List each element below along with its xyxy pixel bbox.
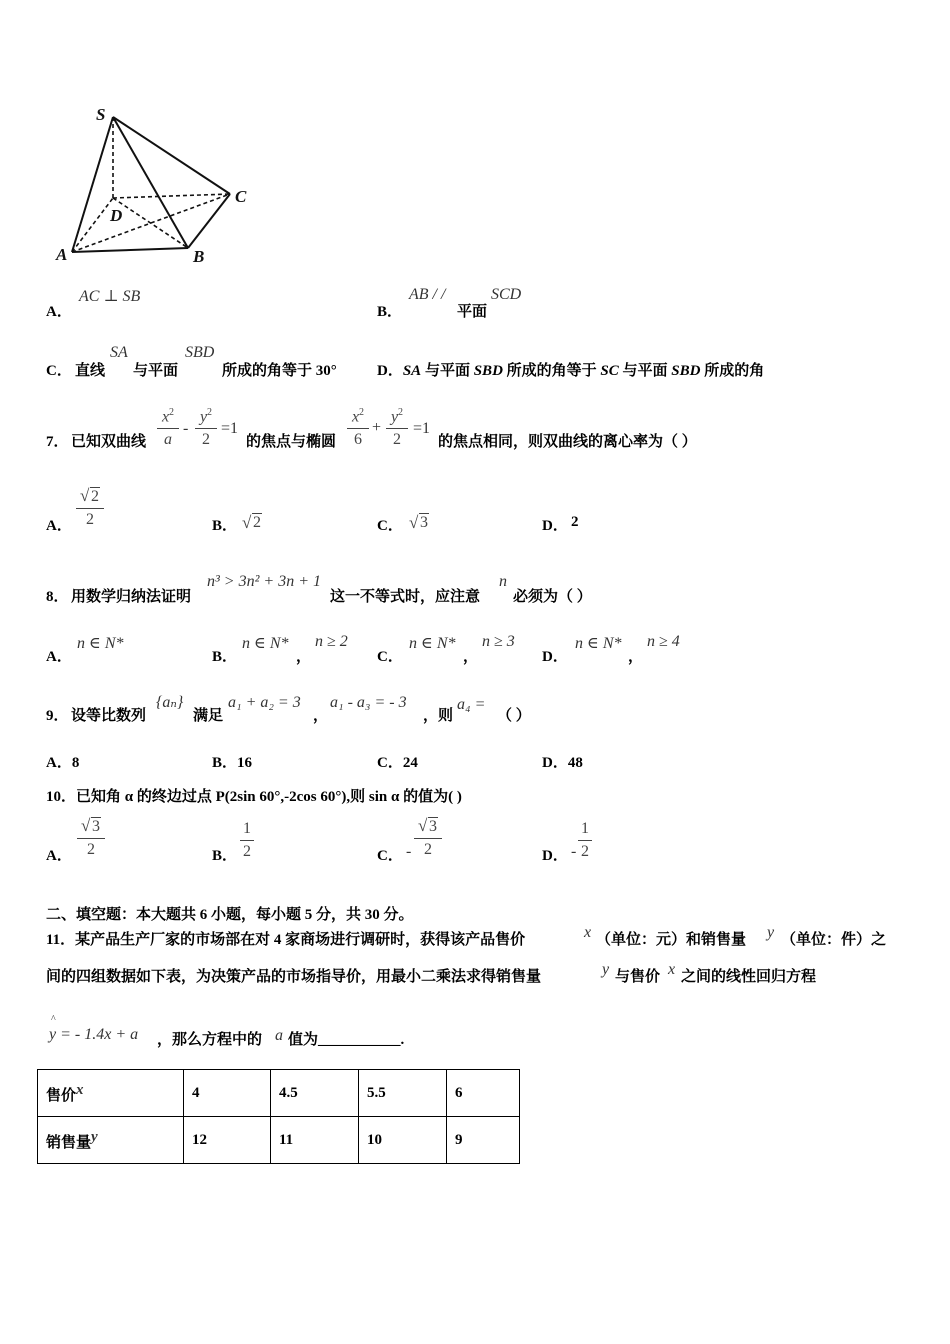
q7-ellipse-y-frac [386, 404, 408, 449]
q9-option-a-value: 8 [71, 755, 80, 771]
q9-a4: a₄ = [457, 696, 486, 713]
q7-ell-y-sq: 2 [398, 407, 404, 418]
q8-option-d-set: n ∈ N* [575, 635, 622, 652]
vertex-label-d: D [110, 206, 123, 225]
q7-option-c-rad: 3 [420, 514, 428, 531]
table-cell: 11 [271, 1117, 359, 1164]
q7-ell-plus: + [372, 419, 382, 436]
q10-option-d-num: 1 [581, 820, 589, 837]
q8-number: 8． [46, 589, 69, 605]
table-row [38, 1070, 520, 1117]
q8-option-c-cond: n ≥ 3 [482, 633, 515, 650]
vertex-label-a: A [56, 245, 68, 264]
q9-option-b-label: B． [212, 755, 238, 771]
q8-option-a-set: n ∈ N* [77, 635, 124, 652]
q8-option-d-label: D． [542, 649, 568, 665]
q6-option-c-text2: 与平面 [133, 363, 179, 379]
q9-option-c-label: C． [377, 755, 403, 771]
q8-option-c-set: n ∈ N* [409, 635, 456, 652]
q7-hyp-minus: - [183, 420, 189, 437]
table-cell: 4.5 [271, 1070, 359, 1117]
q10-option-d-den: 2 [581, 843, 589, 860]
q11-line2b: 与售价 [615, 969, 661, 985]
q10-option-d-sign: - [571, 843, 577, 860]
q10-option-a-frac [77, 818, 105, 859]
q8-option-d-comma: ， [628, 649, 644, 665]
q9-option-d-label: D． [542, 755, 568, 771]
q9-option-d [542, 751, 583, 772]
q10-option-a-den: 2 [87, 841, 95, 858]
q7-option-a-num: 2 [91, 488, 99, 505]
q6-option-d-e1: SA [402, 363, 422, 379]
q11-a-var: a [275, 1027, 283, 1044]
q10-option-c-den: 2 [424, 841, 432, 858]
q6-option-b-expr1: AB / / [409, 286, 446, 303]
q6-option-b-text: 平面 [457, 304, 488, 320]
q6-option-d-e2: SBD [473, 363, 503, 379]
table-row-header [38, 1070, 184, 1117]
q7-hyp-eq: =1 [221, 420, 239, 437]
q10-option-a-num: 3 [92, 818, 100, 835]
pyramid-figure [50, 100, 260, 270]
q7-text2: 的焦点与椭圆 [246, 434, 337, 450]
table-cell: 4 [184, 1070, 271, 1117]
q10-option-c-num: 3 [429, 818, 437, 835]
data-table [37, 1069, 520, 1164]
q11-line1a: 11．某产品生产厂家的市场部在对 4 家商场进行调研时，获得该产品售价 [46, 932, 526, 948]
q6-option-d-t1: 与平面 [424, 363, 470, 379]
q6-option-d-t4: 所成的角 [704, 363, 765, 379]
q6-option-c-expr1: SA [110, 344, 128, 361]
q6-option-b-expr2: SCD [491, 286, 522, 303]
q6-option-d-t2: 所成的角等于 [506, 363, 597, 379]
q10-option-c-frac [414, 818, 442, 859]
q8-option-c-comma: ， [463, 649, 479, 665]
table-row-label: 销售量 [46, 1134, 92, 1151]
q7-hyperbola-x-frac [157, 404, 179, 449]
q8-option-b-comma: ， [296, 649, 312, 665]
q9-option-c [377, 751, 418, 772]
table-row-var: y [91, 1128, 98, 1145]
q7-hyp-2: 2 [202, 431, 210, 449]
q7-option-d-label: D． [542, 518, 568, 534]
q7-text3: 的焦点相同，则双曲线的离心率为（ ） [438, 434, 697, 450]
vertex-label-s: S [96, 105, 106, 124]
q7-hyp-x-sq: 2 [169, 407, 175, 418]
q6-option-b-label: B． [377, 304, 403, 320]
q10-option-d-frac [578, 820, 592, 861]
q6-option-d-label: D． [377, 363, 403, 379]
q6-option-d-t3: 与平面 [622, 363, 668, 379]
vertex-label-b: B [193, 247, 205, 266]
q8-text3: 必须为（ ） [513, 589, 592, 605]
q6-option-c-label: C． [46, 363, 72, 379]
q10-option-d-label: D． [542, 848, 568, 864]
q7-number: 7． [46, 434, 69, 450]
q10-option-c-label: C． [377, 848, 403, 864]
q7-option-b-rad: 2 [253, 514, 261, 531]
q8-option-a-label: A． [46, 649, 72, 665]
q9-text3: ，则 [423, 708, 454, 724]
table-cell: 9 [447, 1117, 520, 1164]
q7-option-c-label: C． [377, 518, 403, 534]
q11-x-var-1: x [584, 924, 592, 941]
q7-hyp-x: x [161, 408, 170, 426]
q11-line3b: 值为___________. [288, 1032, 405, 1048]
table-cell: 10 [359, 1117, 447, 1164]
table-cell: 12 [184, 1117, 271, 1164]
q11-hat: ^ [51, 1014, 56, 1025]
q10-option-b-den: 2 [243, 843, 251, 860]
q7-ell-y: y [390, 408, 399, 426]
q8-text2: 这一不等式时，应注意 [330, 589, 481, 605]
q11-regression-eq: y = - 1.4x + a [49, 1026, 139, 1043]
q7-ellipse-x-frac [347, 404, 369, 449]
q9-option-d-value: 48 [567, 755, 583, 771]
table-cell: 5.5 [359, 1070, 447, 1117]
q6-option-c-text1: 直线 [75, 363, 106, 379]
q10-option-a-label: A． [46, 848, 72, 864]
q8-option-b-set: n ∈ N* [242, 635, 289, 652]
q9-number: 9． [46, 708, 69, 724]
q7-option-c-value [409, 514, 429, 532]
q7-ell-eq: =1 [413, 420, 431, 437]
q6-option-c-text3: 所成的角等于 30° [222, 363, 337, 379]
q6-option-c-expr2: SBD [185, 344, 215, 361]
q7-option-a-frac [76, 488, 104, 529]
q7-ell-x-sq: 2 [359, 407, 365, 418]
q11-y-var-1: y [767, 924, 775, 941]
q7-text1: 已知双曲线 [71, 434, 147, 450]
q10-option-b-frac [240, 820, 254, 861]
q9-condition2: a₁ - a₃ = - 3 [330, 694, 407, 711]
q6-option-a-expr: AC ⊥ SB [79, 288, 141, 305]
q9-text2: 满足 [193, 708, 224, 724]
q8-option-b-cond: n ≥ 2 [315, 633, 348, 650]
q11-x-var-2: x [668, 961, 676, 978]
q11-line1b: （单位：元）和销售量 [596, 932, 747, 948]
q8-option-d-cond: n ≥ 4 [647, 633, 680, 650]
q7-ell-6: 6 [354, 431, 362, 449]
table-row-var: x [76, 1081, 84, 1098]
q7-option-a-den: 2 [86, 511, 94, 528]
q9-option-c-value: 24 [402, 755, 418, 771]
q7-ell-x: x [351, 408, 360, 426]
table-row-header [38, 1117, 184, 1164]
q9-condition1: a₁ + a₂ = 3 [228, 694, 301, 711]
q7-hyperbola-y-frac [195, 404, 217, 449]
q8-inequality: n³ > 3n² + 3n + 1 [207, 573, 321, 590]
q10-option-c-sign: - [406, 843, 412, 860]
q9-text4: （ ） [497, 708, 531, 724]
q8-text1: 用数学归纳法证明 [71, 589, 192, 605]
q6-option-d-e3: SC [600, 363, 619, 379]
vertex-label-c: C [235, 187, 247, 206]
q11-line2c: 之间的线性回归方程 [681, 969, 817, 985]
q9-option-a [46, 751, 79, 772]
q6-option-a-label: A． [46, 304, 72, 320]
q10-option-b-label: B． [212, 848, 238, 864]
q7-hyp-y-sq: 2 [207, 407, 213, 418]
q10-question: 10．已知角 α 的终边过点 P(2sin 60°,-2cos 60°),则 sin α 的值为( ) [46, 789, 462, 805]
q9-option-a-label: A． [46, 755, 72, 771]
q7-hyp-y: y [199, 408, 208, 426]
q9-text1: 设等比数列 [71, 708, 147, 724]
q6-option-d [377, 359, 764, 380]
q7-hyp-a: a [164, 431, 172, 449]
table-cell: 6 [447, 1070, 520, 1117]
q8-option-c-label: C． [377, 649, 403, 665]
q7-ell-2: 2 [393, 431, 401, 449]
q9-option-b-value: 16 [237, 755, 253, 771]
q7-option-d-value: 2 [571, 514, 579, 530]
q9-sequence: {aₙ} [156, 694, 184, 711]
q7-option-b-value [242, 514, 262, 532]
q11-y-var-2: y [602, 961, 610, 978]
q10-option-b-num: 1 [243, 820, 251, 837]
q6-option-d-e4: SBD [671, 363, 701, 379]
q7-option-a-label: A． [46, 518, 72, 534]
q11-line3a: ，那么方程中的 [157, 1032, 263, 1048]
table-row-label: 售价 [46, 1087, 77, 1104]
q8-option-b-label: B． [212, 649, 238, 665]
q9-comma: ， [313, 708, 329, 724]
q11-line2a: 间的四组数据如下表，为决策产品的市场指导价，用最小二乘法求得销售量 [46, 969, 542, 985]
q9-option-b [212, 751, 252, 772]
section-2-heading: 二、填空题：本大题共 6 小题，每小题 5 分，共 30 分。 [46, 907, 414, 923]
q11-line1c: （单位：件）之 [781, 932, 887, 948]
q7-option-b-label: B． [212, 518, 238, 534]
table-row [38, 1117, 520, 1164]
q8-n: n [499, 573, 507, 590]
